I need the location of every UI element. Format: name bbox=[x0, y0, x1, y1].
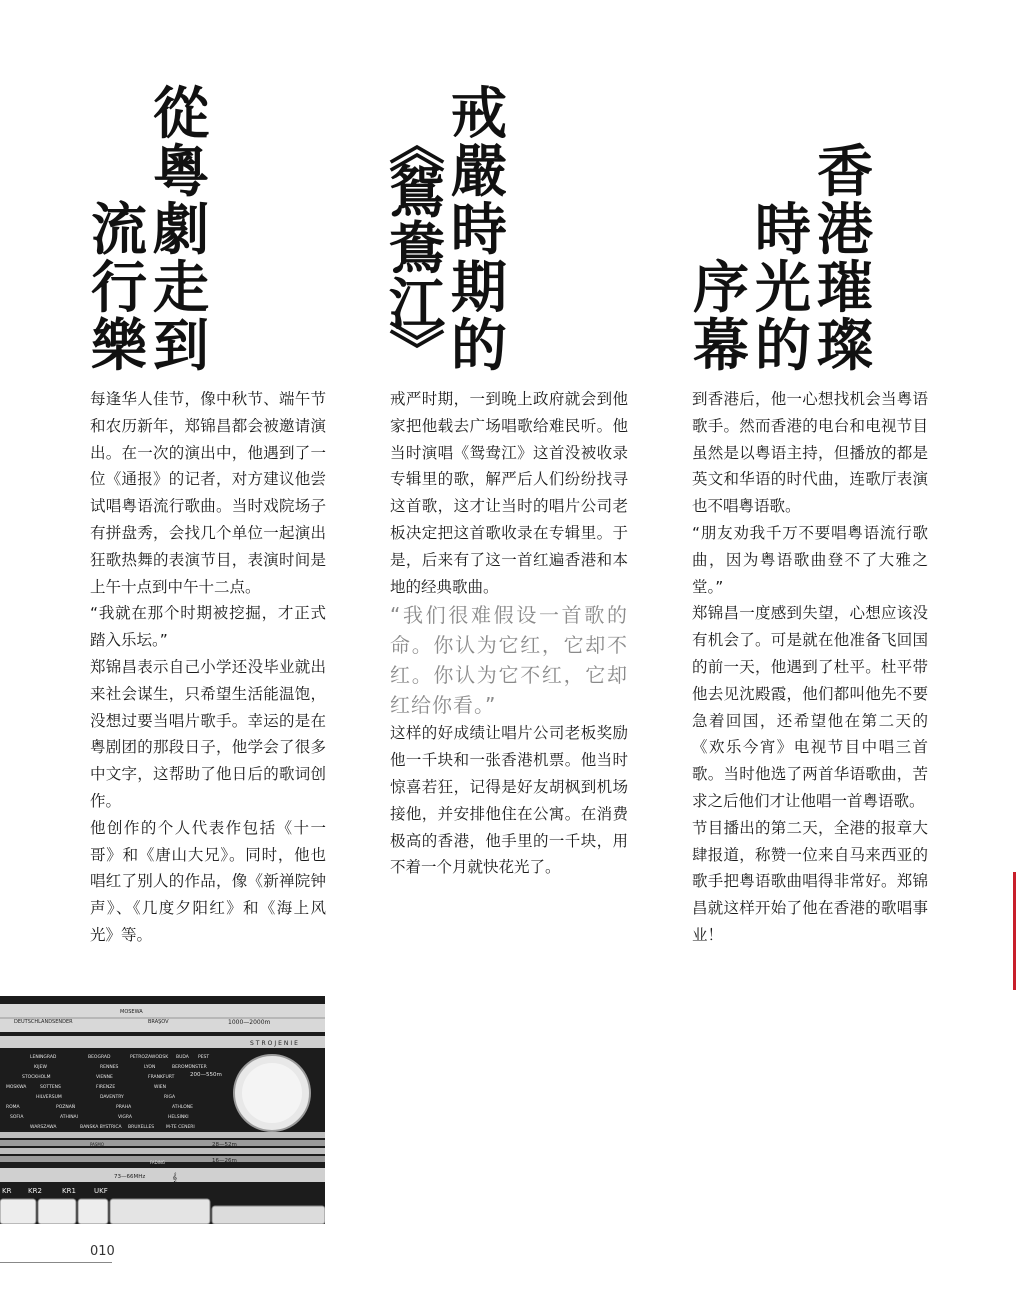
radio-station: BANSKA BYSTRICA bbox=[80, 1125, 122, 1130]
radio-station: KIJEW bbox=[34, 1065, 47, 1070]
paragraph: 每逢华人佳节，像中秋节、端午节和农历新年，郑锦昌都会被邀请演出。在一次的演出中，他遇到了一位《通报》的记者，对方建议他尝试唱粤语流行歌曲。当时戏院场子有拼盘秀，会找几个单位一起演出狂歌热舞的表演节目，表演时间是上午十点到中午十二点。 bbox=[90, 390, 326, 596]
radio-brand: MOSEWA bbox=[120, 1009, 143, 1015]
headline-char: 鴦 bbox=[389, 217, 445, 282]
radio-station: DAVENTRY bbox=[100, 1095, 124, 1100]
headline-2-col-right bbox=[450, 82, 508, 379]
paragraph: 这样的好成绩让唱片公司老板奖励他一千块和一张香港机票。他当时惊喜若狂，记得是好友胡枫到机场接他，并安排他住在公寓。在消费极高的香港，他手里的一千块，用不着一个月就快花光了。 bbox=[390, 724, 628, 877]
radio-station: HELSINKI bbox=[168, 1115, 189, 1120]
radio-station: LENINGRAD bbox=[30, 1055, 57, 1060]
radio-station: FIRENZE bbox=[96, 1085, 116, 1090]
radio-station: VIGRA bbox=[118, 1115, 132, 1120]
article-column-3 bbox=[692, 386, 928, 949]
headline-char: 劇 bbox=[153, 198, 209, 263]
paragraph: 戒严时期，一到晚上政府就会到他家把他载去广场唱歌给难民听。他当时演唱《鸳鸯江》这首没被收录专辑里的歌，解严后人们纷纷找寻这首歌，这才让当时的唱片公司老板决定把这首歌收录在专辑里。于是，后来有了这一首红遍香港和本地的经典歌曲。 bbox=[390, 390, 628, 596]
headline-char: 行 bbox=[91, 256, 147, 321]
headline-3 bbox=[692, 140, 874, 379]
headline-char: 璀 bbox=[817, 256, 873, 321]
radio-band-sw1: 200—550m bbox=[190, 1072, 222, 1078]
radio-station: RENNES bbox=[100, 1065, 119, 1070]
radio-pasmo: PASMO bbox=[90, 1142, 105, 1147]
paragraph: 郑锦昌一度感到失望，心想应该没有机会了。可是就在他准备飞回国的前一天，他遇到了杜平。杜平带他去见沈殿霞，他们都叫他先不要急着回国，还希望他在第二天的《欢乐今宵》电视节目中唱三首歌。当时他选了两首华语歌曲，苦求之后他们才让他唱一首粤语歌。 bbox=[692, 604, 928, 810]
radio-station: SOTTENS bbox=[40, 1085, 61, 1090]
radio-station: ROMA bbox=[6, 1105, 20, 1110]
headline-char: 時 bbox=[755, 198, 811, 263]
headline-char: 樂 bbox=[91, 314, 147, 379]
radio-station: STOCKHOLM bbox=[22, 1075, 51, 1080]
radio-station: PRAHA bbox=[116, 1105, 132, 1110]
headline-char: 走 bbox=[153, 256, 209, 321]
headline-char: 戒 bbox=[451, 82, 507, 147]
headline-2-col-left bbox=[388, 115, 446, 384]
paragraph: 郑锦昌表示自己小学还没毕业就出来社会谋生，只希望生活能温饱，没想过要当唱片歌手。幸运的是在粤剧团的那段日子，他学会了很多中文字，这帮助了他日后的歌词创作。 bbox=[90, 657, 326, 810]
headline-char: 從 bbox=[153, 82, 209, 147]
headline-3-col-left bbox=[692, 256, 750, 379]
radio-band-sw3: 16—26m bbox=[212, 1158, 237, 1164]
headline-char: 幕 bbox=[693, 314, 749, 379]
radio-station: FRANKFURT bbox=[148, 1075, 175, 1080]
radio-station: M-TE CENERI bbox=[166, 1125, 195, 1130]
radio-station: MOSKWA bbox=[6, 1085, 27, 1090]
headline-char: 期 bbox=[451, 256, 507, 321]
radio-band-mw: 1000—2000m bbox=[228, 1019, 271, 1026]
article-column-1 bbox=[90, 386, 326, 949]
radio-strojenie: STROJENIE bbox=[250, 1040, 300, 1047]
radio-illustration bbox=[0, 996, 325, 1224]
headline-char: 到 bbox=[153, 314, 209, 379]
pull-quote: “我们很难假设一首歌的命。你认为它红，它却不红。你认为它不红，它却红给你看。” bbox=[390, 603, 628, 718]
headline-bracket-close: ︾ bbox=[389, 319, 445, 384]
radio-station: ATHINAI bbox=[60, 1115, 78, 1120]
radio-station: POZNAŃ bbox=[56, 1105, 76, 1110]
headline-char: 的 bbox=[755, 314, 811, 379]
radio-station: BUDA bbox=[176, 1055, 189, 1060]
quote-paragraph: “朋友劝我千万不要唱粤语流行歌曲，因为粤语歌曲登不了大雅之堂。” bbox=[692, 523, 928, 596]
quote-paragraph: “我就在那个时期被挖掘，才正式踏入乐坛。” bbox=[90, 604, 326, 650]
headline-char: 璨 bbox=[817, 314, 873, 379]
page-rule bbox=[0, 1262, 112, 1263]
radio-key-label: UKF bbox=[94, 1187, 108, 1195]
headline-1-col-left bbox=[90, 198, 148, 379]
headline-char: 鴛 bbox=[389, 161, 445, 226]
radio-station: RIGA bbox=[164, 1095, 176, 1100]
radio-photo bbox=[0, 996, 325, 1224]
paragraph: 到香港后，他一心想找机会当粤语歌手。然而香港的电台和电视节目虽然是以粤语主持，但播放的都是英文和华语的时代曲，连歌厅表演也不唱粤语歌。 bbox=[692, 390, 928, 516]
radio-key-label: KR bbox=[2, 1187, 12, 1195]
headline-char: 嚴 bbox=[451, 140, 507, 205]
radio-station: WIEN bbox=[154, 1085, 166, 1090]
radio-station: PEST bbox=[198, 1055, 210, 1060]
radio-fading: FADING bbox=[150, 1160, 166, 1165]
radio-station: ATHLONE bbox=[172, 1105, 193, 1110]
article-column-2 bbox=[390, 386, 628, 881]
radio-station: PETROZAWODSK bbox=[130, 1055, 169, 1060]
headline-char: 江 bbox=[389, 273, 445, 338]
treble-clef-icon: 𝄞 bbox=[172, 1173, 178, 1183]
headline-char: 流 bbox=[91, 198, 147, 263]
radio-station: HILVERSUM bbox=[36, 1095, 62, 1100]
radio-station: VIENNE bbox=[96, 1075, 113, 1080]
radio-station: SOFIA bbox=[10, 1115, 24, 1120]
headline-char: 粵 bbox=[153, 140, 209, 205]
radio-station: BRUXELLES bbox=[128, 1125, 155, 1130]
radio-station: LYON bbox=[144, 1065, 156, 1070]
radio-band-ukf: 73—66MHz bbox=[114, 1174, 146, 1180]
headline-char: 時 bbox=[451, 198, 507, 263]
radio-station: BEROMÜNSTER bbox=[172, 1065, 207, 1070]
radio-key-label: KR2 bbox=[28, 1187, 42, 1195]
headline-1 bbox=[90, 82, 210, 379]
paragraph: 节目播出的第二天，全港的报章大肆报道，称赞一位来自马来西亚的歌手把粤语歌曲唱得非常好。郑锦昌就这样开始了他在香港的歌唱事业！ bbox=[692, 818, 928, 944]
paragraph: 他创作的个人代表作包括《十一哥》和《唐山大兄》。同时，他也唱红了别人的作品，像《新禅院钟声》、《几度夕阳红》和《海上风光》等。 bbox=[90, 818, 326, 944]
headline-char: 港 bbox=[817, 198, 873, 263]
radio-sender: DEUTSCHLANDSENDER bbox=[14, 1019, 73, 1025]
headline-bracket-open: ︽ bbox=[389, 115, 445, 180]
radio-city: BRAŞOV bbox=[148, 1019, 169, 1025]
headline-2 bbox=[388, 82, 508, 384]
headline-3-col-right bbox=[816, 140, 874, 379]
headline-char: 光 bbox=[755, 256, 811, 321]
headline-char: 序 bbox=[693, 256, 749, 321]
headline-1-col-right bbox=[152, 82, 210, 379]
headline-3-col-mid bbox=[754, 198, 812, 379]
headline-char: 的 bbox=[451, 314, 507, 379]
headline-char: 香 bbox=[817, 140, 873, 205]
radio-band-sw2: 28—52m bbox=[212, 1142, 237, 1148]
radio-station: BEOGRAD bbox=[88, 1055, 111, 1060]
page-number: 010 bbox=[90, 1244, 115, 1259]
radio-station: WARSZAWA bbox=[30, 1125, 57, 1130]
radio-key-label: KR1 bbox=[62, 1187, 76, 1195]
